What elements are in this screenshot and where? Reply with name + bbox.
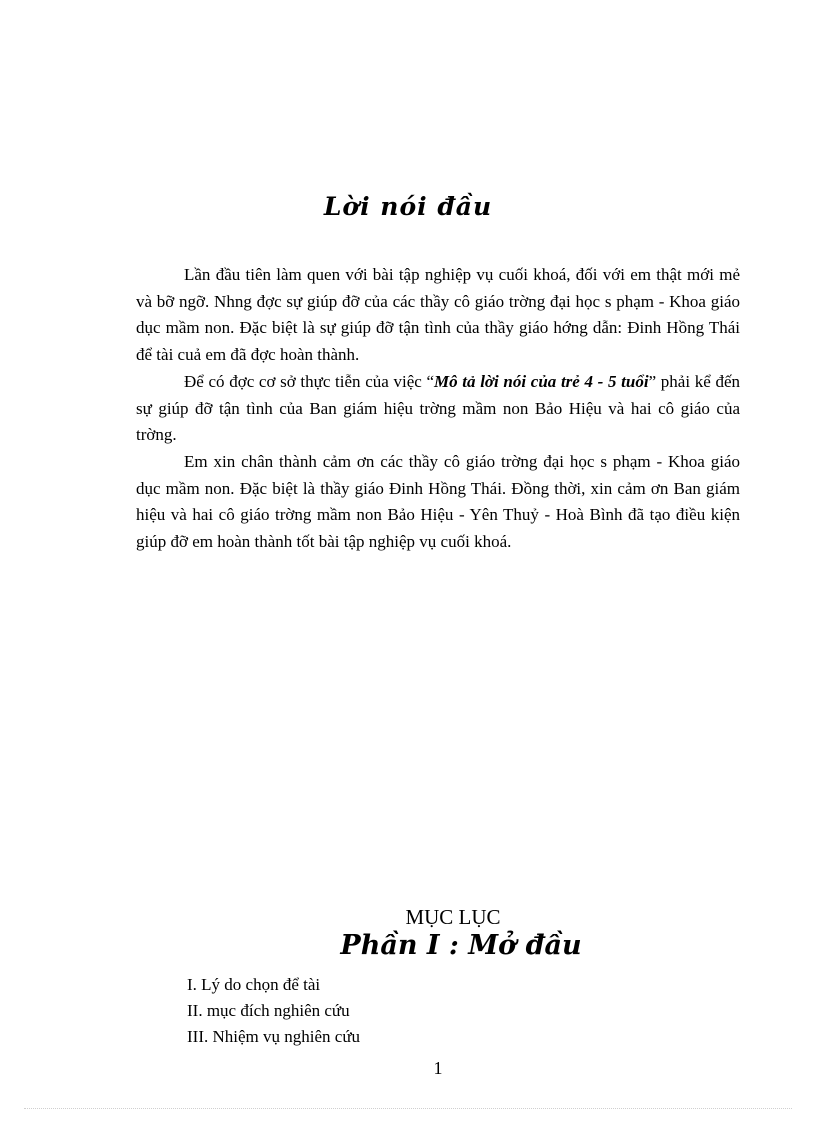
emphasized-topic: Mô tả lời nói của trẻ 4 - 5 tuổi [434, 371, 649, 391]
page-number: 1 [433, 1058, 443, 1078]
toc-heading: MỤC LỤC [405, 905, 501, 929]
part-title: Phần I : Mở đầu [340, 930, 582, 961]
paragraph-text: Lần đầu tiên làm quen với bài tập nghiệp vụ cuối khoá, đối với em thật mới mẻ và bỡ ngỡ. Nhng đợc sự giúp đỡ của các thầy cô giáo trờng đại học s phạm - Khoa giáo dục mầm non. Đặc biệt là sự giúp đỡ tận tình của thầy giáo hớng dẫn: Đinh Hồng Thái để tài cuả em đã đợc hoàn thành. [136, 265, 740, 365]
preface-paragraph [136, 262, 740, 369]
paragraph-text: Để có đợc cơ sở thực tiễn của việc “ [184, 371, 435, 391]
preface-body [136, 262, 740, 556]
page-title: Lời nói đầu [323, 192, 493, 221]
paragraph-text: ” phải kể đến sự giúp đỡ tận tình của Ban giám hiệu trờng mầm non Bảo Hiệu và hai cô giáo của trờng. [136, 371, 741, 445]
toc-item: III. Nhiệm vụ nghiên cứu [187, 1027, 361, 1046]
paragraph-text: Em xin chân thành cảm ơn các thầy cô giáo trờng đại học s phạm - Khoa giáo dục mầm non. Đặc biệt là thầy giáo Đinh Hồng Thái. Đồng thời, xin cảm ơn Ban giám hiệu và hai cô giáo trờng mầm non Bảo Hiệu - Yên Thuỷ - Hoà Bình đã tạo điều kiện giúp đỡ em hoàn thành tốt bài tập nghiệp vụ cuối khoá. [136, 451, 740, 552]
preface-paragraph [136, 369, 740, 449]
preface-paragraph [136, 449, 740, 556]
page-bottom-divider [24, 1108, 792, 1109]
toc-item: II. mục đích nghiên cứu [187, 1001, 350, 1020]
toc-item: I. Lý do chọn để tài [187, 975, 321, 994]
toc-list [187, 972, 360, 1050]
